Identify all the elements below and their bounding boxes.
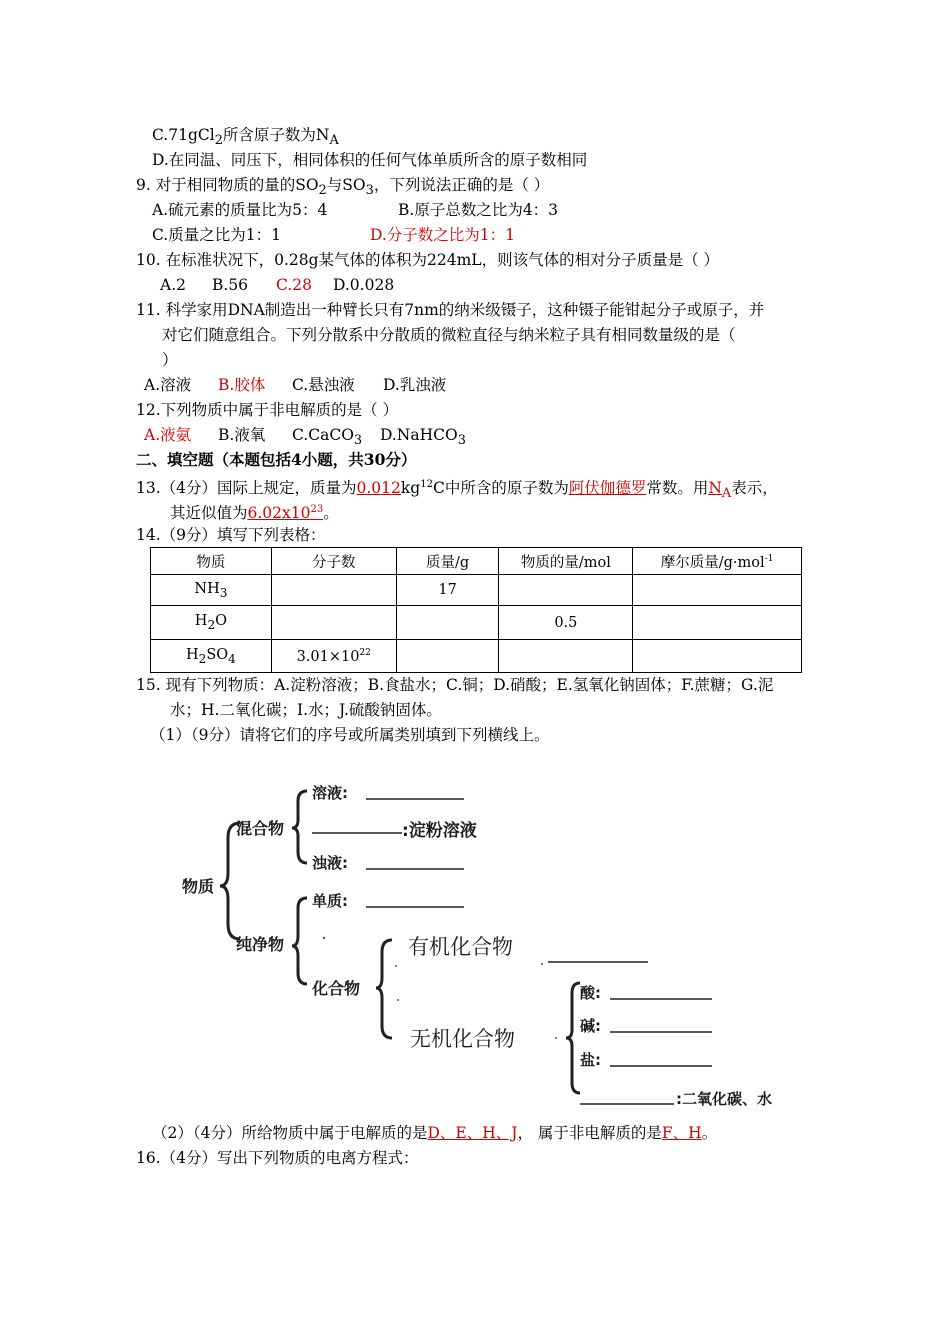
q14-table [150,547,802,673]
q13-answer-value: $6.02x10^{23}$ [247,504,324,523]
q9-option-b: B.原子总数之比为4：3 [398,201,559,219]
tree-mixture: 混合物 [236,819,285,838]
q10-option-d: D.0.028 [333,276,395,294]
cell-molecules: $3.01\times 10^{22}$ [271,640,396,673]
q15-stem-line1: 15. 现有下列物质：A.淀粉溶液；B.食盐水；C.铜；D.硝酸；E.氢氧化钠固体；F.蔗糖；G.泥 [136,676,774,694]
table-row [151,640,802,673]
q14-stem: 14.（9分）填写下列表格： [136,526,326,544]
q15-stem-line2: 水；H.二氧化碳；I.水；J.硫酸钠固体。 [170,701,442,719]
q10-option-c-answer: C.28 [276,276,312,294]
tree-colloid-answer: :淀粉溶液 [402,821,477,841]
q11-option-b-answer: B.胶体 [218,376,266,394]
q15-answer-electrolytes: D、E、H、J [427,1124,518,1142]
q15-answer-nonelectrolytes: F、H [661,1124,702,1142]
q16-stem: 16.（4分）写出下列物质的电离方程式： [136,1149,419,1167]
tree-base: 碱: [580,1017,601,1035]
tree-inorganic: 无机化合物 [410,1027,515,1051]
table-header-row [151,548,802,575]
cell-amount[interactable] [499,575,633,606]
q12-option-b: B.液氧 [218,426,266,444]
tree-acid: 酸: [580,984,601,1002]
tree-salt: 盐: [580,1051,601,1069]
tree-compound: 化合物 [312,979,361,998]
tree-oxide-answer: :二氧化碳、水 [676,1090,772,1108]
cell-substance: $H_2SO_4$ [151,640,272,673]
cell-amount: 0.5 [499,606,633,640]
q9-option-d-answer: D.分子数之比为1：1 [370,226,516,244]
q8-option-d: D.在同温、同压下，相同体积的任何气体单质所含的原子数相同 [152,151,588,169]
q11-stem-line3: ） [162,351,178,369]
header-molecules: 分子数 [271,548,396,575]
tree-organic: 有机化合物 [408,935,513,959]
q12-option-c: C.CaCO$_3$ [292,426,363,449]
cell-mass: 17 [396,575,499,606]
header-mass: 质量/g [396,548,499,575]
cell-molecules[interactable] [271,606,396,640]
header-amount: 物质的量/mol [499,548,633,575]
q11-stem-line2: 对它们随意组合。下列分散系中分散质的微粒直径与纳米粒子具有相同数量级的是（ [162,326,736,344]
q15-sub1: （1）（9分）请将它们的序号或所属类别填到下列横线上。 [150,726,550,744]
q12-option-a-answer: A.液氨 [144,426,192,444]
q15-sub2: （2）（4分）所给物质中属于电解质的是D、E、H、J， 属于非电解质的是F、H。 [152,1124,718,1142]
cell-amount[interactable] [499,640,633,673]
q12-option-d: D.NaHCO$_3$ [380,426,466,449]
table-row [151,575,802,606]
section-heading: 二、填空题（本题包括4小题，共30分） [136,450,417,469]
tree-root: 物质 [182,877,215,896]
cell-mass[interactable] [396,640,499,673]
q10-stem: 10. 在标准状况下，0.28g某气体的体积为224mL，则该气体的相对分子质量是（ ） [136,251,720,269]
tree-pure: 纯净物 [236,935,285,954]
header-molar-mass: 摩尔质量/g·mol$^{-1}$ [633,548,802,575]
q10-option-b: B.56 [212,276,249,294]
cell-molar-mass[interactable] [633,606,802,640]
q11-option-c: C.悬浊液 [292,376,355,394]
q11-option-a: A.溶液 [144,376,192,394]
q8-option-c: C.71gCl$_2$所含原子数为$N_A$ [152,126,339,149]
q11-option-d: D.乳浊液 [383,376,447,394]
q13-line1: 13.（4分）国际上规定，质量为$0.012kg^{12}C$中所含的原子数为阿伏伽德罗常数。用$N_A$表示， [136,479,778,502]
tree-solution: 溶液: [312,784,348,802]
q11-stem-line1: 11. 科学家用DNA制造出一种臂长只有7nm的纳米级镊子，这种镊子能钳起分子或原子，并 [136,301,765,319]
q13-line2: 其近似值为$6.02x10^{23}$。 [170,504,339,523]
q13-answer-symbol: $N_A$ [708,479,732,502]
cell-substance: $H_2O$ [151,606,272,640]
classification-tree-diagram [170,768,820,1118]
cell-molecules[interactable] [271,575,396,606]
q10-option-a: A.2 [160,276,186,294]
q9-option-a: A.硫元素的质量比为5：4 [152,201,328,219]
q13-answer-constant: 阿伏伽德罗 [568,479,647,498]
q12-stem: 12.下列物质中属于非电解质的是（ ） [136,401,399,419]
tree-element: 单质: [312,892,348,910]
header-substance: 物质 [151,548,272,575]
cell-substance: $NH_3$ [151,575,272,606]
q9-stem: 9. 对于相同物质的量的$SO_2$与$SO_3$，下列说法正确的是（ ） [136,176,550,199]
cell-mass[interactable] [396,606,499,640]
cell-molar-mass[interactable] [633,575,802,606]
tree-turbid: 浊液: [312,854,348,872]
q9-option-c: C.质量之比为1：1 [152,226,281,244]
cell-molar-mass[interactable] [633,640,802,673]
table-row [151,606,802,640]
q13-answer-mass: 0.012 [356,479,401,498]
